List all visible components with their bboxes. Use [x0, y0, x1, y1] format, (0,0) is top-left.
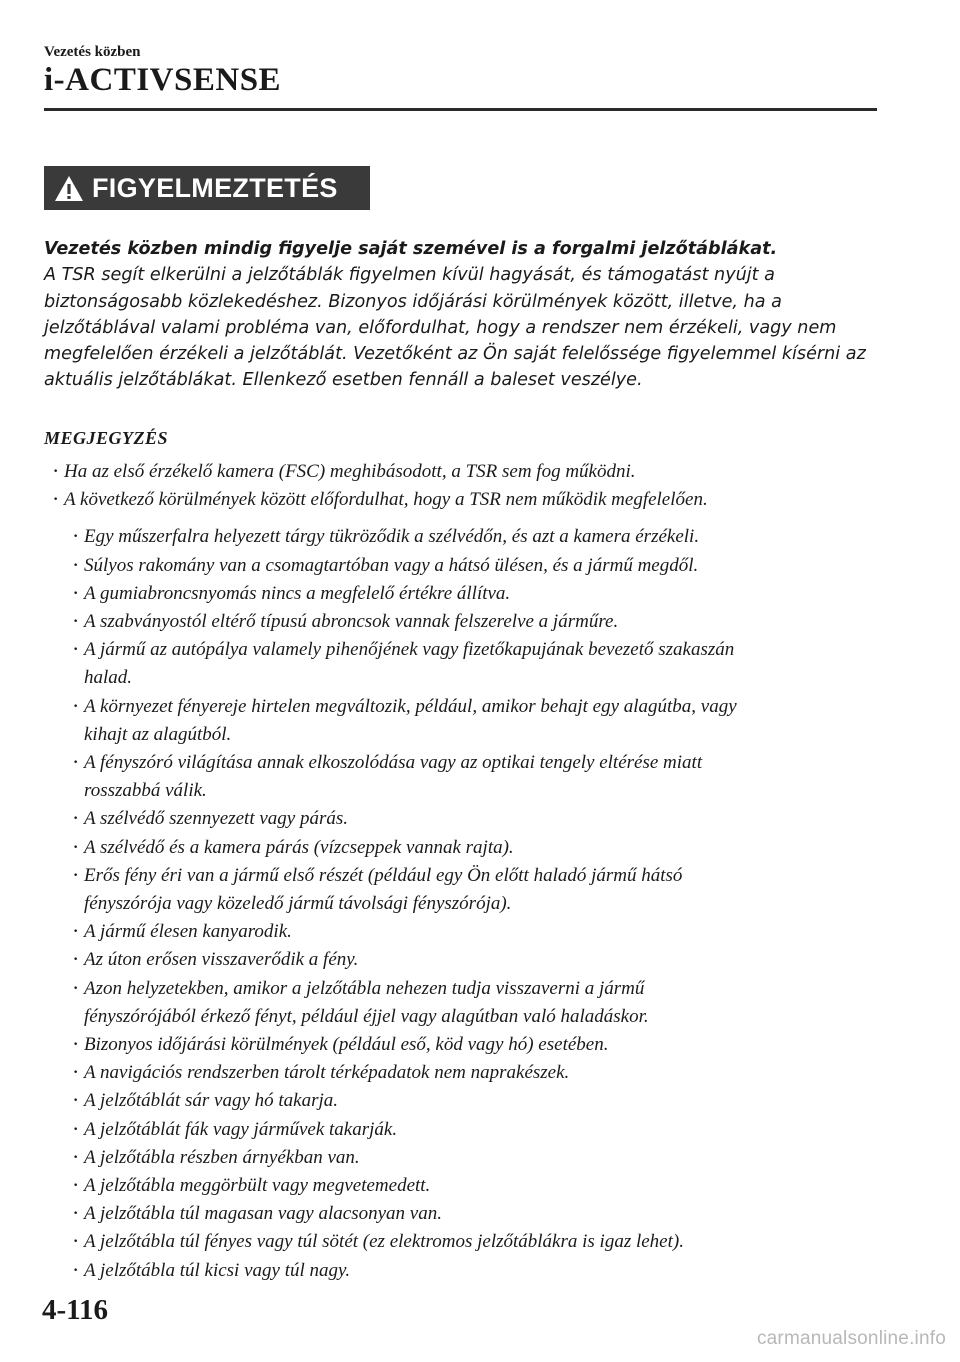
note-item-text: A következő körülmények között előfordulhat, hogy a TSR nem működik megfelelően.	[64, 489, 708, 511]
note-item-text: Bizonyos időjárási körülmények (például eső, köd vagy hó) esetében.	[84, 1034, 609, 1055]
bullet-icon: ·	[73, 838, 79, 856]
bullet-icon: ·	[73, 979, 79, 997]
note-item-text: Egy műszerfalra helyezett tárgy tükröződik a szélvédőn, és azt a kamera érzékeli.	[84, 526, 700, 548]
bullet-icon: ·	[73, 1261, 79, 1279]
warning-banner	[44, 166, 370, 210]
note-item-text: A szélvédő és a kamera párás (vízcseppek vannak rajta).	[84, 836, 514, 858]
bullet-icon: ·	[73, 556, 79, 574]
section-subtitle: Vezetés közben	[44, 44, 141, 60]
bullet-icon: ·	[73, 923, 79, 941]
warning-line: biztonságosabb közlekedéshez. Bizonyos időjárási körülmények között, illetve, ha a	[44, 291, 782, 312]
note-item-text: A jármű élesen kanyarodik.	[84, 921, 292, 943]
note-item-text: A jelzőtábla túl fényes vagy túl sötét (ez elektromos jelzőtáblákra is igaz lehet).	[84, 1231, 684, 1253]
note-item-text: Azon helyzetekben, amikor a jelzőtábla nehezen tudja visszaverni a jármű	[84, 977, 645, 999]
note-item-text: rosszabbá válik.	[84, 780, 207, 802]
note-item-text: A navigációs rendszerben tárolt térképadatok nem naprakészek.	[84, 1062, 570, 1084]
bullet-icon: ·	[73, 1148, 79, 1166]
note-heading: MEGJEGYZÉS	[44, 428, 169, 448]
note-item-text: A szélvédő szennyezett vagy párás.	[84, 808, 349, 830]
bullet-icon: ·	[73, 697, 79, 715]
section-title: i-ACTIVSENSE	[44, 62, 282, 98]
bullet-icon: ·	[73, 1092, 79, 1110]
bullet-icon: ·	[73, 613, 79, 630]
note-item-text: A jelzőtábla részben árnyékban van.	[84, 1146, 360, 1168]
bullet-icon: ·	[73, 641, 79, 659]
note-item-text: A jelzőtáblát sár vagy hó takarja.	[84, 1090, 339, 1112]
bullet-icon: ·	[53, 463, 59, 480]
watermark: carmanualsonline.info	[756, 1328, 946, 1349]
warning-triangle-icon	[54, 175, 92, 202]
bullet-icon: ·	[73, 584, 79, 602]
bullet-icon: ·	[73, 951, 79, 969]
bullet-icon: ·	[73, 528, 79, 546]
note-item-text: A jármű az autópálya valamely pihenőjének vagy fizetőkapujának bevezető szakaszán	[84, 639, 735, 661]
note-item-text: A gumiabroncsnyomás nincs a megfelelő értékre állítva.	[84, 582, 511, 604]
warning-line: A TSR segít elkerülni a jelzőtáblák figyelmen kívül hagyását, és támogatást nyújt a	[44, 265, 775, 286]
note-item-text: Erős fény éri van a jármű első részét (például egy Ön előtt haladó jármű hátsó	[84, 864, 683, 886]
note-item-text: A jelzőtábla meggörbült vagy megvetemedett.	[84, 1175, 431, 1196]
warning-line: jelzőtáblával valami probléma van, előfordulhat, hogy a rendszer nem érzékeli, vagy nem	[44, 317, 837, 338]
bullet-icon: ·	[53, 491, 59, 509]
bullet-icon: ·	[73, 866, 79, 884]
warning-line: aktuális jelzőtáblákat. Ellenkező esetben fennáll a baleset veszélye.	[44, 370, 643, 391]
note-item-text: A környezet fényereje hirtelen megváltozik, például, amikor behajt egy alagútba, vagy	[84, 695, 737, 717]
page-number: 4-116	[42, 1294, 109, 1326]
warning-label: FIGYELMEZTETÉS	[92, 172, 338, 203]
note-item-text: A jelzőtábla túl magasan vagy alacsonyan van.	[84, 1203, 442, 1225]
bullet-icon: ·	[73, 1036, 79, 1053]
note-item-text: Ha az első érzékelő kamera (FSC) meghibásodott, a TSR sem fog működni.	[64, 461, 636, 482]
warning-line: megfelelően érzékeli a jelzőtáblát. Vezetőként az Ön saját felelőssége figyelemmel kísérni az	[44, 344, 866, 365]
bullet-icon: ·	[73, 1064, 79, 1082]
note-item-text: halad.	[84, 667, 133, 689]
bullet-icon: ·	[73, 1177, 79, 1194]
bullet-icon: ·	[73, 1205, 79, 1223]
warning-lead: Vezetés közben mindig figyelje saját szemével is a forgalmi jelzőtáblákat.	[44, 239, 778, 259]
note-item-text: fényszórója vagy közeledő jármű távolsági fényszórója).	[84, 892, 512, 914]
note-item-text: Az úton erősen visszaverődik a fény.	[84, 949, 359, 971]
note-item-text: A szabványostól eltérő típusú abroncsok vannak felszerelve a járműre.	[84, 611, 619, 632]
bullet-icon: ·	[73, 1120, 79, 1138]
note-item-text: fényszórójából érkező fényt, például éjjel vagy alagútban való haladáskor.	[84, 1005, 649, 1027]
header-rule	[44, 108, 877, 111]
note-item-text: A fényszóró világítása annak elkoszolódása vagy az optikai tengely eltérése miatt	[84, 752, 703, 773]
warning-paragraph	[44, 262, 884, 393]
bullet-icon: ·	[73, 810, 79, 828]
note-item-text: kihajt az alagútból.	[84, 723, 232, 745]
bullet-icon: ·	[73, 754, 79, 771]
note-item-text: A jelzőtábla túl kicsi vagy túl nagy.	[84, 1259, 351, 1281]
note-item-text: A jelzőtáblát fák vagy járművek takarják.	[84, 1118, 398, 1140]
note-item-text: Súlyos rakomány van a csomagtartóban vagy a hátsó ülésen, és a jármű megdől.	[84, 554, 699, 576]
warning-body	[44, 236, 884, 394]
bullet-icon: ·	[73, 1233, 79, 1251]
